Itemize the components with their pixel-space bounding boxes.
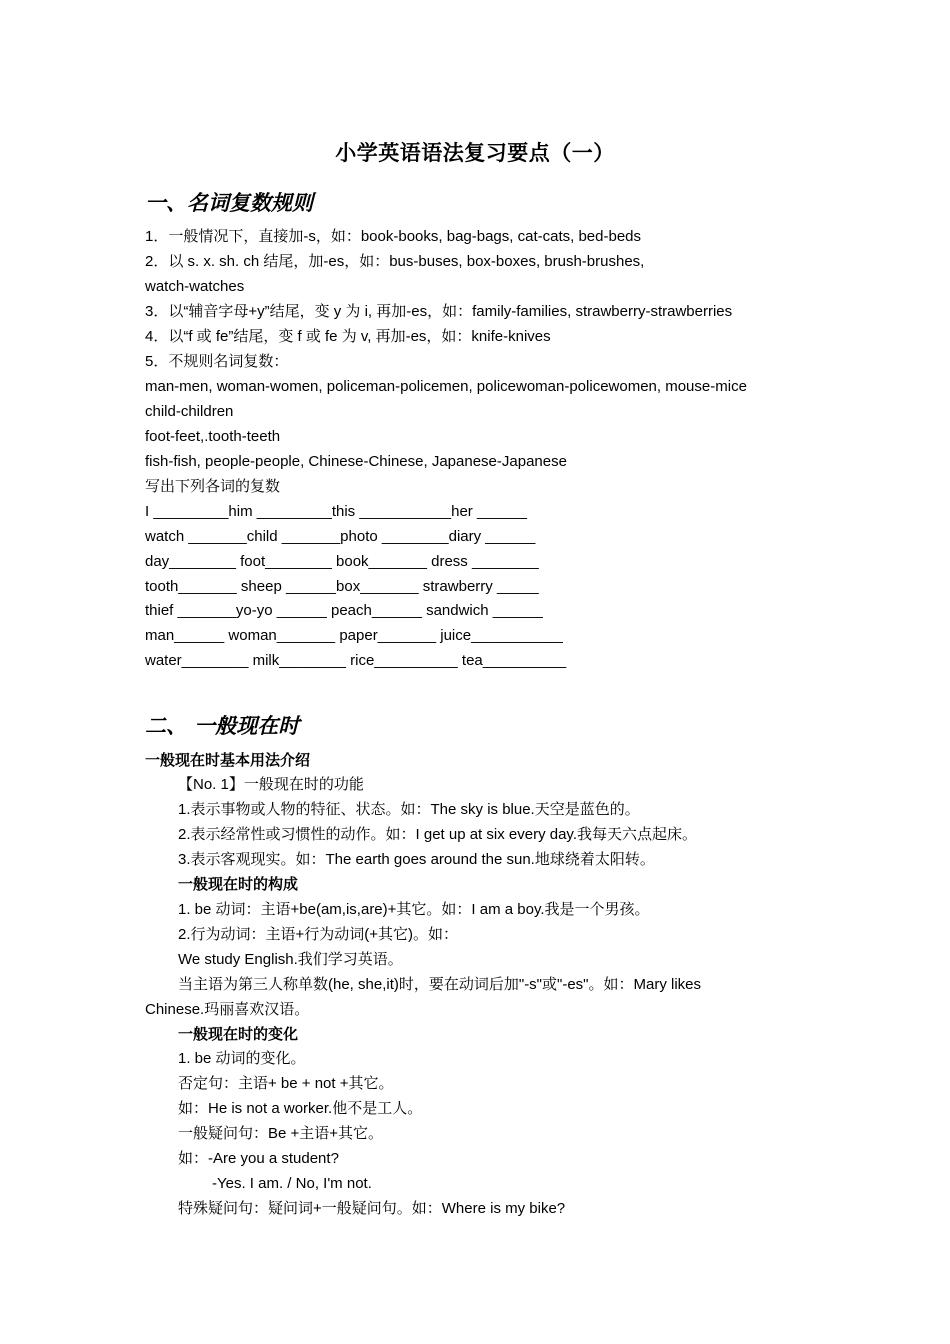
page-title: 小学英语语法复习要点（一） bbox=[335, 140, 615, 165]
text-line: 如：He is not a worker.他不是工人。 bbox=[178, 1100, 423, 1117]
exercise-line: day________ foot________ book_______ dress ________ bbox=[145, 553, 539, 570]
subheading: 一般现在时的变化 bbox=[178, 1026, 299, 1043]
subheading: 一般现在时的构成 bbox=[178, 876, 299, 893]
text-line: fish-fish, people-people, Chinese-Chinese, Japanese-Japanese bbox=[145, 453, 567, 470]
section-heading-nouns: 一、名词复数规则 bbox=[145, 190, 313, 215]
text-line: 1．一般情况下，直接加-s，如：book-books, bag-bags, cat-cats, bed-beds bbox=[145, 228, 642, 245]
text-line: 3.表示客观现实。如：The earth goes around the sun.地球绕着太阳转。 bbox=[178, 851, 655, 868]
text-line: Chinese.玛丽喜欢汉语。 bbox=[145, 1001, 310, 1018]
section-heading-present-tense: 二、 一般现在时 bbox=[145, 713, 300, 738]
exercise-line: thief _______yo-yo ______ peach______ sandwich ______ bbox=[145, 602, 543, 619]
subheading: 一般现在时基本用法介绍 bbox=[145, 752, 311, 769]
text-line: We study English.我们学习英语。 bbox=[178, 951, 403, 968]
exercise-line: I _________him _________this ___________her ______ bbox=[145, 503, 528, 520]
text-line: foot-feet,.tooth-teeth bbox=[145, 428, 281, 445]
exercise-line: watch _______child _______photo ________diary ______ bbox=[145, 528, 536, 545]
exercise-line: water________ milk________ rice__________ tea__________ bbox=[145, 652, 567, 669]
text-line: 2．以 s. x. sh. ch 结尾，加-es，如：bus-buses, box-boxes, brush-brushes, bbox=[145, 253, 645, 270]
text-line: 4．以“f 或 fe”结尾，变 f 或 fe 为 v, 再加-es，如：knife-knives bbox=[145, 328, 551, 345]
text-line: watch-watches bbox=[145, 278, 245, 295]
text-line: 【No. 1】一般现在时的功能 bbox=[178, 776, 364, 793]
text-line: 5．不规则名词复数： bbox=[145, 353, 289, 370]
text-line: 3．以“辅音字母+y”结尾，变 y 为 i, 再加-es，如：family-families, strawberry-strawberries bbox=[145, 303, 733, 320]
text-line: 如：-Are you a student? bbox=[178, 1150, 339, 1167]
text-line: -Yes. I am. / No, I'm not. bbox=[212, 1175, 372, 1192]
text-line: 1. be 动词的变化。 bbox=[178, 1050, 306, 1067]
exercise-line: man______ woman_______ paper_______ juice___________ bbox=[145, 627, 563, 644]
text-line: 1.表示事物或人物的特征、状态。如：The sky is blue.天空是蓝色的。 bbox=[178, 801, 640, 818]
text-line: 一般疑问句：Be +主语+其它。 bbox=[178, 1125, 384, 1142]
exercise-instruction: 写出下列各词的复数 bbox=[145, 478, 281, 495]
text-line: 2.行为动词：主语+行为动词(+其它)。如： bbox=[178, 926, 459, 943]
text-line: 2.表示经常性或习惯性的动作。如：I get up at six every day.我每天六点起床。 bbox=[178, 826, 697, 843]
text-line: 否定句：主语+ be + not +其它。 bbox=[178, 1075, 394, 1092]
text-line: 特殊疑问句：疑问词+一般疑问句。如：Where is my bike? bbox=[178, 1200, 566, 1217]
exercise-line: tooth_______ sheep ______box_______ strawberry _____ bbox=[145, 578, 539, 595]
text-line: 当主语为第三人称单数(he, she,it)时，要在动词后加"-s"或"-es"。如：Mary likes bbox=[178, 976, 702, 993]
text-line: child-children bbox=[145, 403, 234, 420]
text-line: 1. be 动词：主语+be(am,is,are)+其它。如：I am a boy.我是一个男孩。 bbox=[178, 901, 650, 918]
text-line: man-men, woman-women, policeman-policemen, policewoman-policewomen, mouse-mice bbox=[145, 378, 747, 395]
